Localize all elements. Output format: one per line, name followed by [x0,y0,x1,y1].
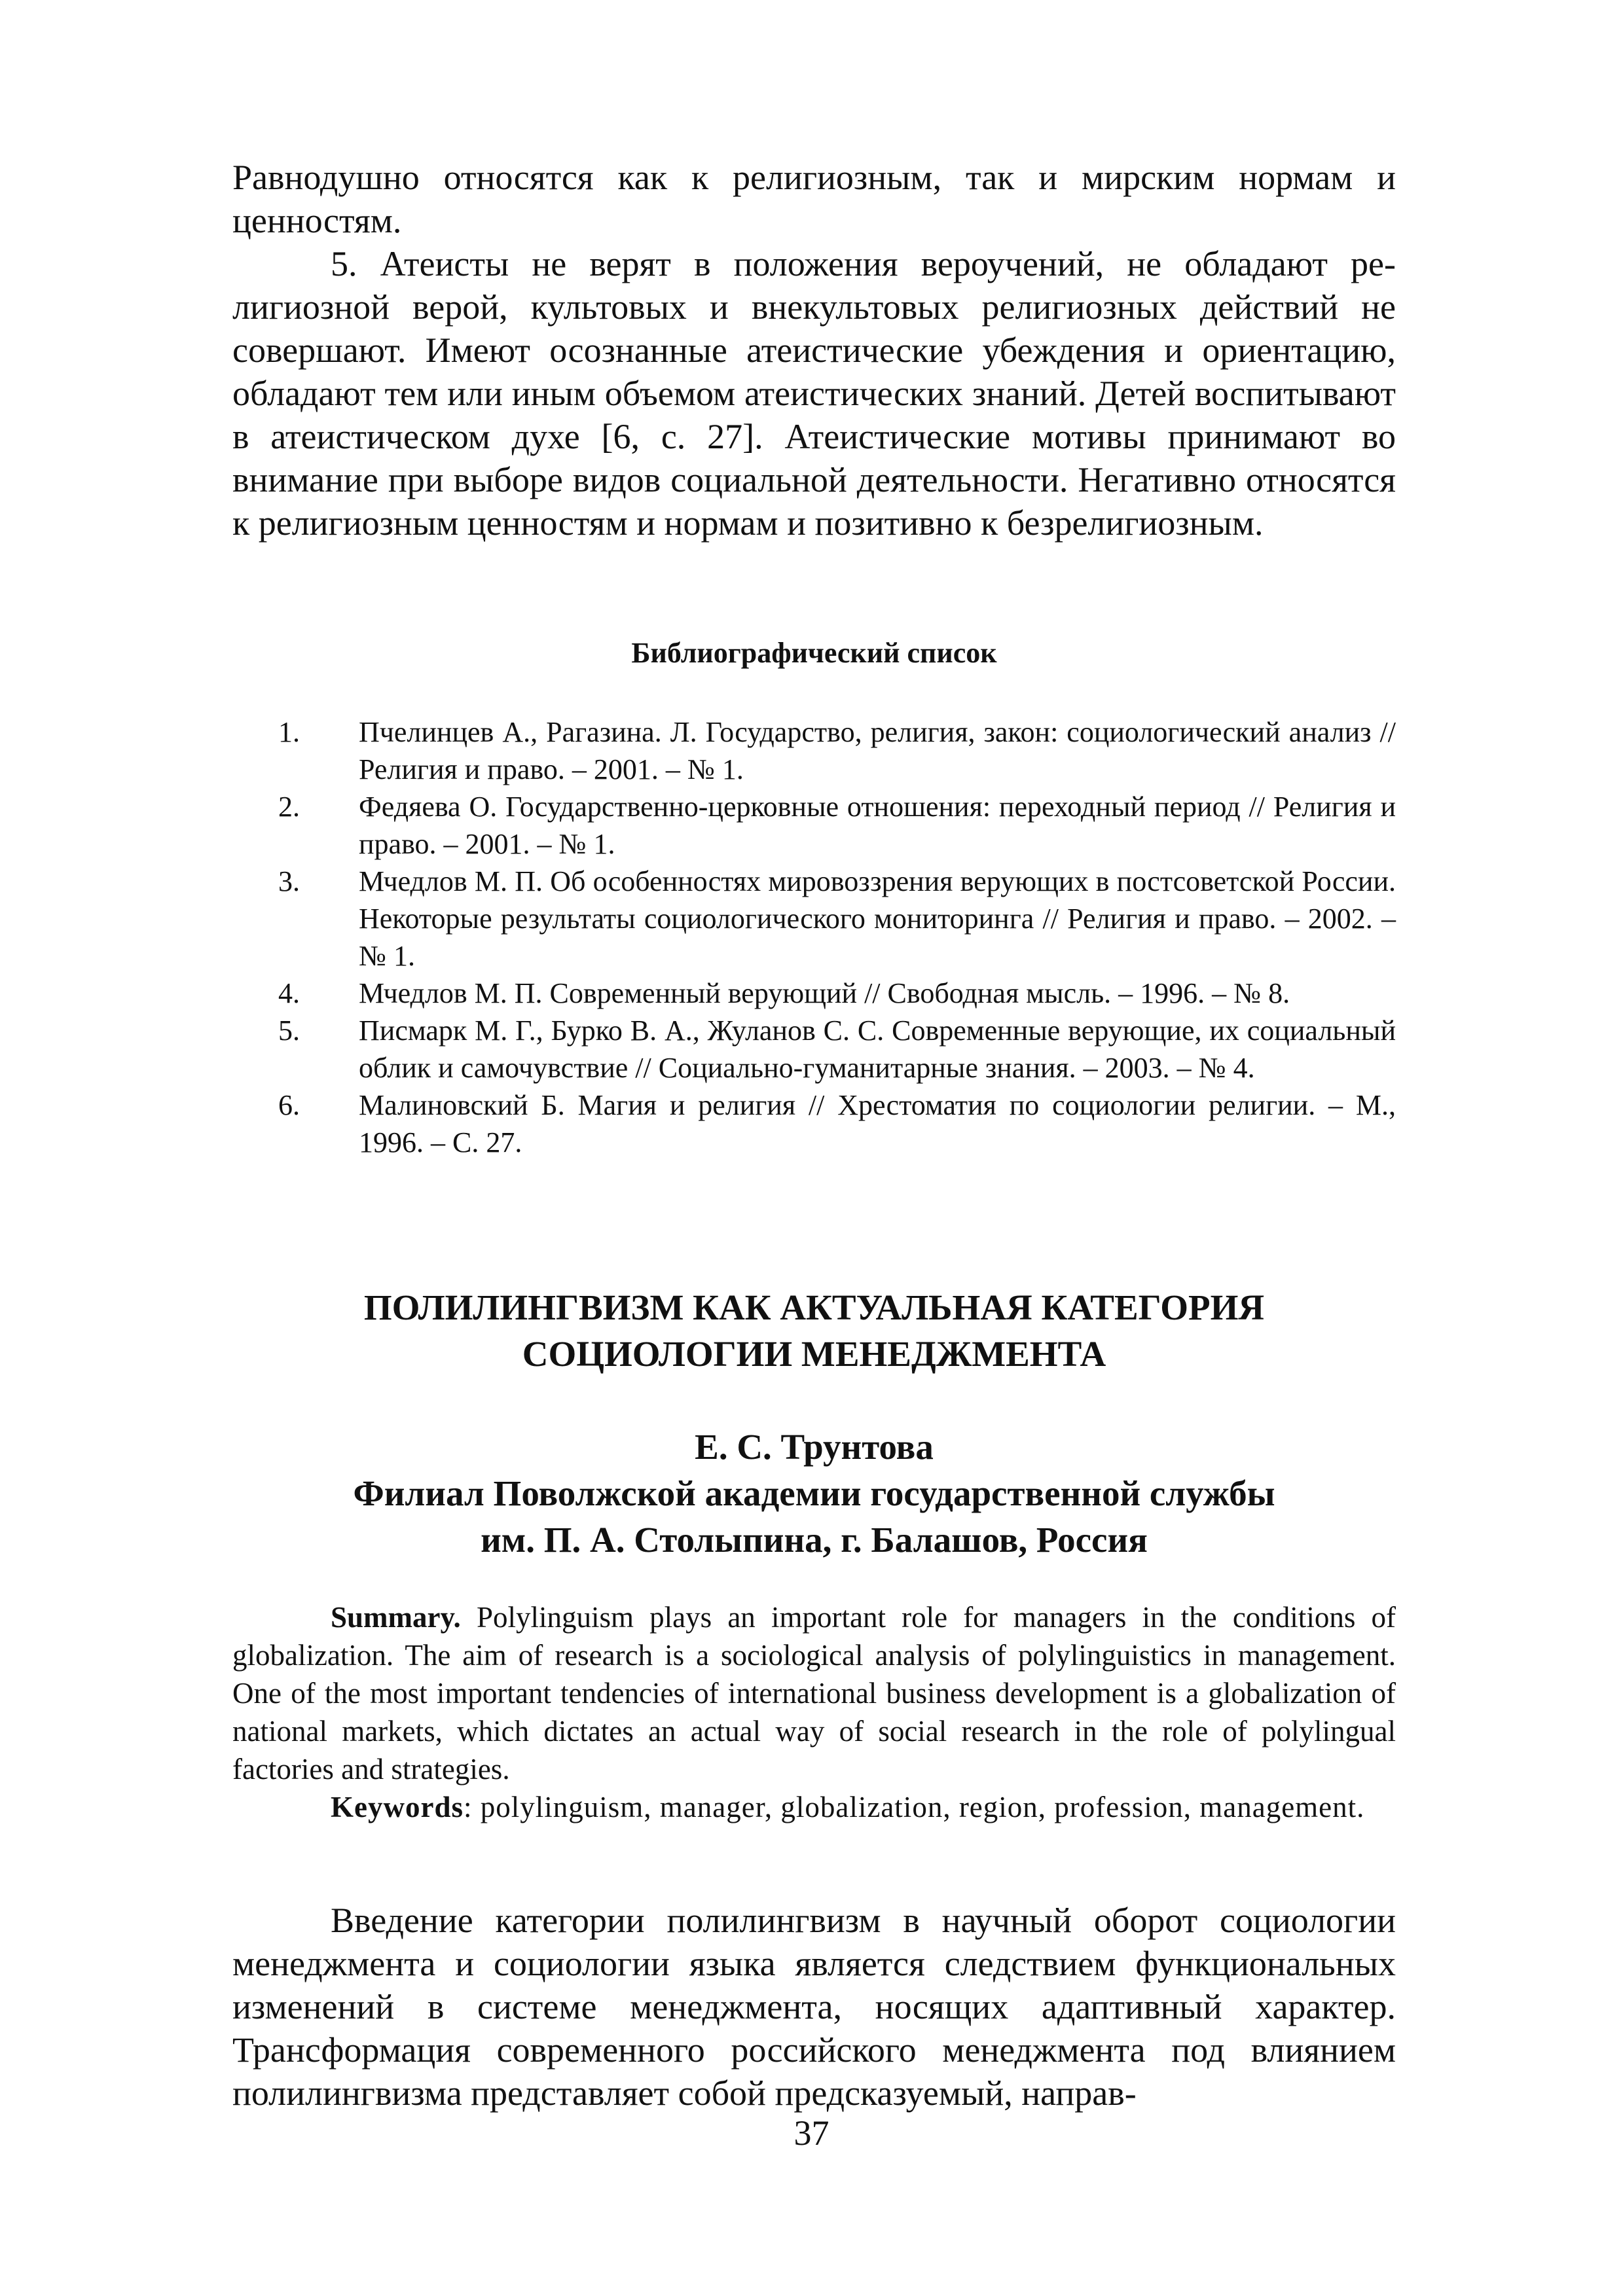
bibliography-list [232,713,1396,1161]
keywords-text: : polylinguism, manager, globalization, region, profession, management. [464,1791,1365,1823]
bibliography-item-number: 1. [278,716,300,748]
keywords-label: Keywords [331,1791,464,1823]
summary-text: Polylinguism plays an important role for managers in the conditions of globalization. The aim of research is a sociological analysis of polylinguistics in management. One of the most important tendencies of international business development is a globalization of national markets, which dictates an actual way of social research in the role of polylingual factories and strategies. [232,1601,1396,1785]
bibliography-item-number: 5. [278,1014,300,1047]
bibliography-item-text: Мчедлов М. П. Об особенностях мировоззрения верующих в постсоветской России. Некоторые результаты социологического мониторинга // Религия и право. – 2002. – № 1. [359,865,1396,972]
affiliation-line-1: Филиал Поволжской академии государственной службы [353,1473,1275,1513]
bibliography-item [232,975,1396,1012]
continuation-section [232,156,1396,545]
bibliography-item [232,713,1396,788]
intro-section [232,1899,1396,2115]
bibliography-item-number: 6. [278,1089,300,1121]
bibliography-item-number: 4. [278,977,300,1009]
page-number: 37 [793,2113,830,2153]
bibliography-item [232,788,1396,863]
bibliography-heading-wrap [232,636,1396,670]
bibliography-item-text: Федяева О. Государственно-церковные отношения: переходный период // Религия и право. – 2001. – № 1. [359,791,1396,860]
bibliography-title: Библиографический список [631,637,997,669]
bibliography-item [232,1086,1396,1161]
bibliography [232,713,1396,1161]
bibliography-item-text: Малиновский Б. Магия и религия // Хрестоматия по социологии религии. – М., 1996. – С. 27. [359,1089,1396,1158]
bibliography-item-number: 3. [278,865,300,897]
bibliography-item-number: 2. [278,791,300,823]
abstract-block [232,1598,1396,1826]
intro-paragraph: Введение категории полилингвизм в научный оборот социологии менеджмента и социологии языка является следствием функциональных изменений в системе менеджмента, носящих адаптивный характер. Трансформация современного российского менеджмента под влиянием полилингвизма представляет собой предсказуемый, направ- [232,1901,1396,2113]
bibliography-item [232,863,1396,975]
paragraph-tail: Равнодушно относятся как к религиозным, так и мирским нормам и ценностям. [232,158,1396,240]
bibliography-item [232,1012,1396,1086]
author-block [232,1424,1396,1563]
keywords-paragraph [232,1788,1396,1826]
bibliography-item-text: Писмарк М. Г., Бурко В. А., Жуланов С. С. Современные верующие, их социальный облик и самочувствие // Социально-гуманитарные знания. – 2003. – № 4. [359,1014,1396,1084]
summary-label: Summary. [331,1601,461,1634]
article-title-line-2: СОЦИОЛОГИИ МЕНЕДЖМЕНТА [522,1334,1106,1374]
author-name: Е. С. Трунтова [695,1427,934,1467]
article-title-line-1: ПОЛИЛИНГВИЗМ КАК АКТУАЛЬНАЯ КАТЕГОРИЯ [363,1287,1265,1327]
paragraph-atheists: 5. Атеисты не верят в положения вероучений, не обладают религиозной верой, культовых и внекультовых религиозных действий не совершают. Имеют осознанные атеистические убеждения и ориентацию, обладают тем или иным объемом атеистических знаний. Детей воспитывают в атеистическом духе [6, с. 27]. Атеистические мотивы принимают во внимание при выборе видов социальной деятельности. Негативно относятся к религиозным ценностям и нормам и позитивно к безрелигиозным. [232,244,1396,543]
bibliography-item-text: Пчелинцев А., Рагазина. Л. Государство, религия, закон: социологический анализ // Религия и право. – 2001. – № 1. [359,716,1396,785]
summary-paragraph [232,1598,1396,1788]
affiliation-line-2: им. П. А. Столыпина, г. Балашов, Россия [481,1520,1148,1560]
bibliography-item-text: Мчедлов М. П. Современный верующий // Свободная мысль. – 1996. – № 8. [359,977,1290,1009]
article-title-block [232,1284,1396,1377]
